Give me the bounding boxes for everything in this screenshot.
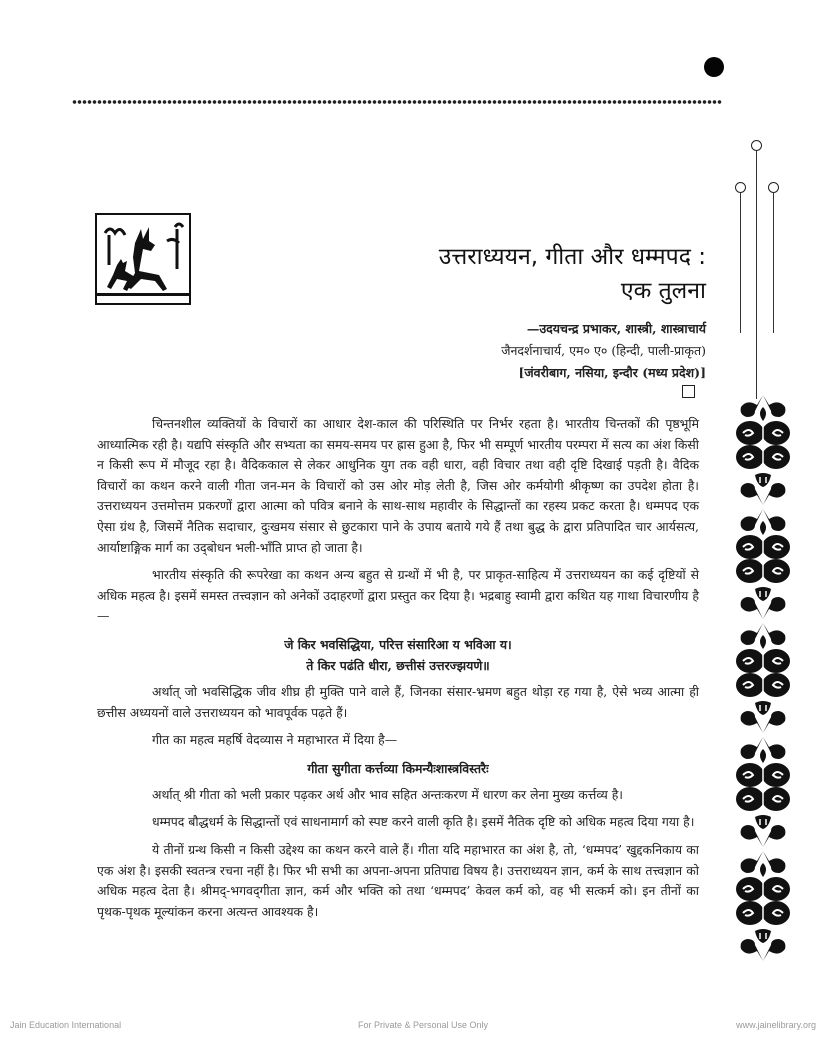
author-name: —उदयचन्द्र प्रभाकर, शास्त्री, शास्त्राचार्य [526,321,706,336]
pin-ornament-icon [730,140,790,400]
corner-dot-icon [704,57,724,77]
author-address: [जंवरीबाग, नसिया, इन्दौर (मध्य प्रदेश)] [518,365,706,380]
title-line-2: एक तुलना [620,278,706,304]
dotted-rule-divider [72,99,722,105]
verse-quote [97,634,699,676]
article-title [439,240,706,308]
author-credentials: जैनदर्शनाचार्य, एम० ए० (हिन्दी, पाली-प्राकृत) [501,343,706,358]
title-line-1: उत्तराध्ययन, गीता और धम्मपद : [438,244,706,270]
floral-border-column-icon [733,393,793,965]
author-byline [501,318,706,384]
footer-usage-note: For Private & Personal Use Only [358,1020,489,1030]
paragraph: ये तीनों ग्रन्थ किसी न किसी उद्देश्य का कथन करने वाले हैं। गीता यदि महाभारत का अंश है, तो, ‘धम्मपद’ खुद्दकनिकाय का एक अंश है। इसकी स्वतन्त्र रचना नहीं है। फिर भी सभी का अपना-अपना प्रतिपाद्य विषय है। उत्तराध्ययन ज्ञान, कर्म के साथ तत्त्वज्ञान को अधिक महत्व देता है। श्रीमद्-भगवद्‌गीता ज्ञान, कर्म और भक्ति को तथा ‘धम्मपद’ केवल कर्म को, वह भी सत्कर्म को। इन तीनों का पृथक-पृथक मूल्यांकन करना अत्यन्त आवश्यक है। [97,841,699,919]
deer-woodcut-icon [95,213,191,305]
paragraph: भारतीय संस्कृति की रूपरेखा का कथन अन्य बहुत से ग्रन्थों में भी है, पर प्राकृत-साहित्य में उत्तराध्ययन का कई दृष्टियों से अधिक महत्व है। इसमें समस्त तत्त्वज्ञान को अनेकों उदाहरणों द्वारा प्रस्तुत कर दिया है। भद्रबाहु स्वामी द्वारा कथित यह गाथा विचारणीय है— [97,567,699,624]
paragraph: अर्थात् श्री गीता को भली प्रकार पढ़कर अर्थ और भाव सहित अन्तःकरण में धारण कर लेना मुख्य कर्त्तव्य है। [152,786,623,802]
verse-line: जे किर भवसिद्धिया, परित्त संसारिआ य भविआ य। [284,636,512,652]
verse-quote [97,758,699,779]
page-footer [0,1020,828,1034]
square-end-mark-icon [682,385,695,398]
paragraph: अर्थात् जो भवसिद्धिक जीव शीघ्र ही मुक्ति पाने वाले हैं, जिनका संसार-भ्रमण बहुत थोड़ा रह गया है, ऐसे भव्य आत्मा ही छत्तीस अध्ययनों वाले उत्तराध्ययन को भावपूर्वक पढ़ते हैं। [97,683,699,720]
verse-line: ते किर पढंति धीरा, छत्तीसं उत्तरज्झयणे॥ [306,657,490,673]
article-body [97,414,699,929]
verse-line: गीता सुगीता कर्त्तव्या किमन्यैःशास्त्रविस्तरैः [307,760,489,776]
paragraph: धम्मपद बौद्धधर्म के सिद्धान्तों एवं साधनामार्ग को स्पष्ट करने वाली कृति है। इसमें नैतिक दृष्टि को अधिक महत्व दिया गया है। [152,814,695,830]
paragraph: चिन्तनशील व्यक्तियों के विचारों का आधार देश-काल की परिस्थिति पर निर्भर रहता है। भारतीय चिन्तकों की पृष्ठभूमि आध्यात्मिक रही है। यद्यपि संस्कृति और सभ्यता का समय-समय पर ह्रास हुआ है, फिर भी सम्पूर्ण भारतीय परम्परा में सत्य का अंश किसी न किसी रूप में मौजूद रहा है। वैदिककाल से लेकर आधुनिक युग तक वही धारा, वही विचार तथा वही दृष्टि दिखाई पड़ती है। वैदिक विचारों का कथन करने वाली गीता जन-मन के विचारों को उस ओर मोड़ लेती है, जिस ओर कर्मयोगी श्रीकृष्ण का उपदेश होता है। उत्तराध्ययन उत्तमोत्तम प्रकरणों द्वारा आत्मा को पवित्र बनाने के साथ-साथ महावीर के सिद्धान्तों का रहस्य प्रकट करता है। धम्मपद एक ऐसा ग्रंथ है, जिसमें नैतिक सदाचार, दुःखमय संसार से छुटकारा पाने के उपाय बताये गये हैं तथा बुद्ध के द्वारा प्रतिपादित चार आर्यसत्य, आर्याष्टाङ्गिक मार्ग का उद्‌बोधन भली-भाँति प्राप्त हो जाता है। [97,416,699,555]
footer-website-link[interactable]: www.jainelibrary.org [736,1020,816,1030]
footer-publisher: Jain Education International [10,1020,122,1030]
paragraph: गीत का महत्व महर्षि वेदव्यास ने महाभारत में दिया है— [152,732,398,748]
